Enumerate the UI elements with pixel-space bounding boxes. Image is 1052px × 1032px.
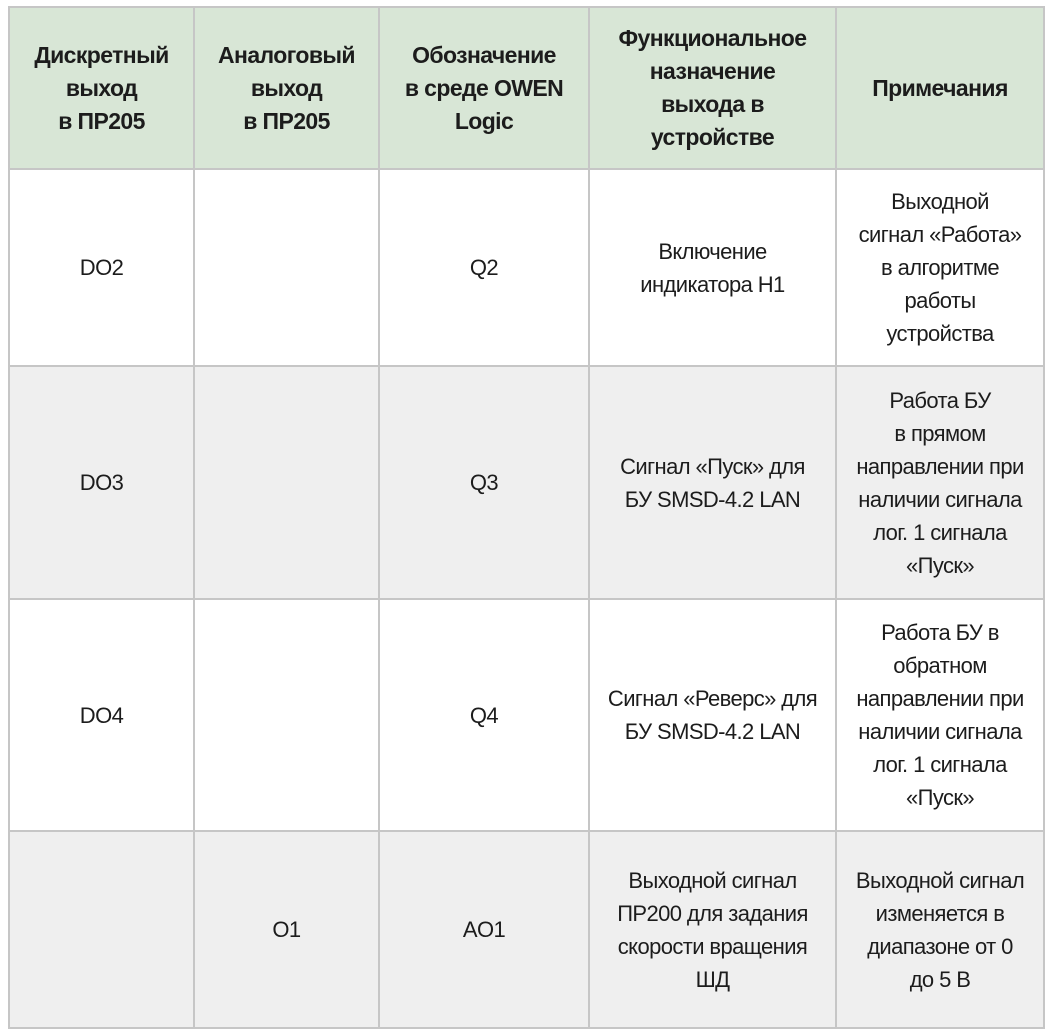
header-analog-output: Аналоговый выход в ПР205 bbox=[194, 7, 379, 169]
table-row bbox=[9, 169, 1044, 366]
cell-analog bbox=[194, 599, 379, 831]
cell-discrete: DO2 bbox=[9, 169, 194, 366]
cell-function: Выходной сигнал ПР200 для задания скорости вращения ШД bbox=[589, 831, 836, 1028]
cell-notes: Выходной сигнал изменяется в диапазоне от 0 до 5 В bbox=[836, 831, 1044, 1028]
header-row bbox=[9, 7, 1044, 169]
header-notes: Примечания bbox=[836, 7, 1044, 169]
table-row bbox=[9, 831, 1044, 1028]
io-table bbox=[8, 6, 1045, 1029]
cell-discrete: DO3 bbox=[9, 366, 194, 599]
cell-function: Включение индикатора Н1 bbox=[589, 169, 836, 366]
cell-function: Сигнал «Пуск» для БУ SMSD-4.2 LAN bbox=[589, 366, 836, 599]
cell-designation: Q2 bbox=[379, 169, 589, 366]
cell-notes: Работа БУ в обратном направлении при наличии сигнала лог. 1 сигнала «Пуск» bbox=[836, 599, 1044, 831]
cell-notes: Выходной сигнал «Работа» в алгоритме работы устройства bbox=[836, 169, 1044, 366]
cell-notes: Работа БУ в прямом направлении при наличии сигнала лог. 1 сигнала «Пуск» bbox=[836, 366, 1044, 599]
cell-function: Сигнал «Реверс» для БУ SMSD-4.2 LAN bbox=[589, 599, 836, 831]
cell-discrete: DO4 bbox=[9, 599, 194, 831]
header-owen-logic-designation: Обозначение в среде OWEN Logic bbox=[379, 7, 589, 169]
cell-analog: O1 bbox=[194, 831, 379, 1028]
table-container bbox=[8, 6, 1045, 1029]
header-function: Функциональное назначение выхода в устройстве bbox=[589, 7, 836, 169]
cell-discrete bbox=[9, 831, 194, 1028]
cell-analog bbox=[194, 169, 379, 366]
cell-designation: Q4 bbox=[379, 599, 589, 831]
cell-designation: Q3 bbox=[379, 366, 589, 599]
table-row bbox=[9, 599, 1044, 831]
header-discrete-output: Дискретный выход в ПР205 bbox=[9, 7, 194, 169]
cell-analog bbox=[194, 366, 379, 599]
table-row bbox=[9, 366, 1044, 599]
cell-designation: AO1 bbox=[379, 831, 589, 1028]
